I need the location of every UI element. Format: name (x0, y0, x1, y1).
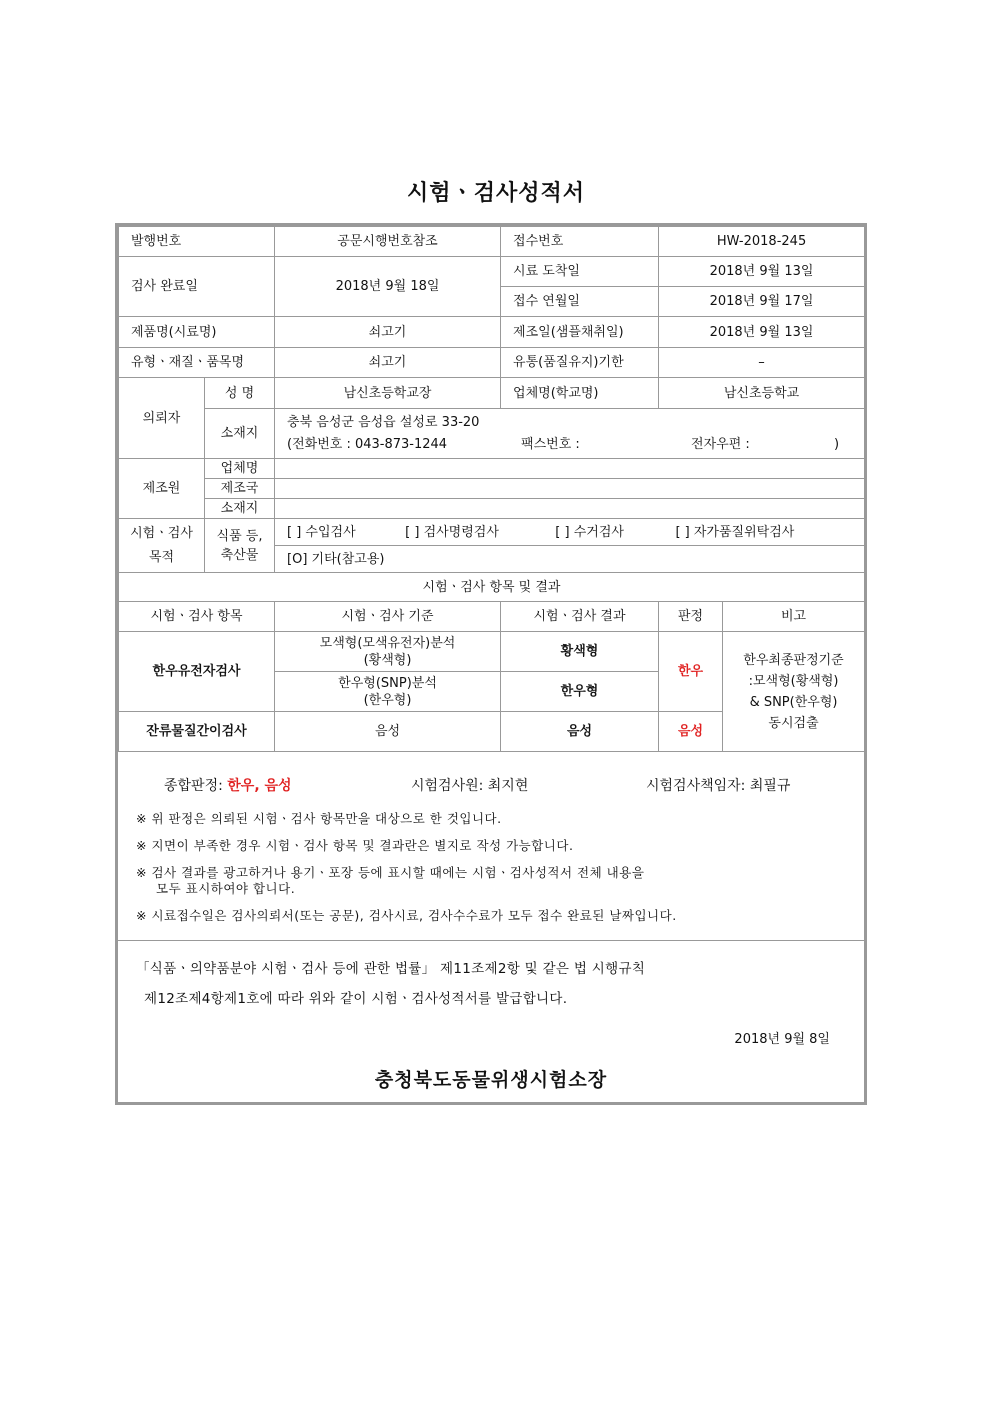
arrival-value: 2018년 9월 13일 (659, 257, 865, 287)
issue-date: 2018년 9월 8일 (734, 1032, 830, 1047)
purpose-sub-label-line2: 축산물 (220, 547, 259, 563)
summary-section (118, 759, 864, 941)
row1-standard-a (275, 632, 501, 672)
client-phone: (전화번호 : 043-873-1244 (287, 437, 448, 452)
row2-judge: 음성 (659, 712, 723, 752)
expiry-value: – (659, 348, 865, 378)
note-3-line1: ※ 검사 결과를 광고하거나 용기ㆍ포장 등에 표시할 때에는 시험ㆍ검사성적서 전체 내용을 (136, 865, 645, 880)
table-row (119, 479, 865, 499)
overall-judgment (164, 775, 292, 795)
purpose-option-other: [O] 기타(참고용) (287, 551, 385, 567)
table-row (119, 499, 865, 519)
results-col-standard: 시험ㆍ검사 기준 (275, 602, 501, 632)
manufacturer-country-label: 제조국 (205, 479, 275, 499)
law-line-1: 「식품ㆍ의약품분야 시험ㆍ검사 등에 관한 법률」 제11조제2항 및 같은 법 시행규칙 (136, 961, 646, 977)
row2-item: 잔류물질간이검사 (119, 712, 275, 752)
note-2: ※ 지면이 부족한 경우 시험ㆍ검사 항목 및 결과란은 별지로 작성 가능합니다. (136, 838, 574, 853)
table-row (119, 602, 865, 632)
row1-result-a: 황색형 (501, 632, 659, 672)
table-row (119, 459, 865, 479)
row1-judge: 한우 (659, 632, 723, 712)
product-label: 제품명(시료명) (119, 317, 275, 348)
client-name-value: 남신초등학교장 (275, 378, 501, 409)
row1-item: 한우유전자검사 (119, 632, 275, 712)
complete-date-label: 검사 완료일 (119, 257, 275, 317)
receipt-date-label: 접수 연월일 (501, 287, 659, 317)
manufacturer-country-value (275, 479, 865, 499)
mfg-date-value: 2018년 9월 13일 (659, 317, 865, 348)
row1-standard-b-line1: 한우형(SNP)분석 (338, 675, 437, 691)
complete-date-value: 2018년 9월 18일 (275, 257, 501, 317)
row1-standard-a-line2: (황색형) (363, 652, 412, 668)
row1-standard-b-line2: (한우형) (363, 692, 412, 708)
note-1: ※ 위 판정은 의뢰된 시험ㆍ검사 항목만을 대상으로 한 것입니다. (136, 811, 502, 826)
client-fax: 팩스번호 : (521, 437, 580, 452)
results-col-judge: 판정 (659, 602, 723, 632)
manufacturer-label: 제조원 (119, 459, 205, 519)
client-address-label: 소재지 (205, 409, 275, 459)
overall-judgment-value: 한우, 음성 (227, 778, 292, 794)
manufacturer-company-value (275, 459, 865, 479)
purpose-option-collect: [ ] 수거검사 (555, 524, 624, 540)
table-row (119, 409, 865, 459)
results-col-result: 시험ㆍ검사 결과 (501, 602, 659, 632)
client-close-paren: ) (834, 437, 840, 452)
results-note-line4: 동시검출 (768, 715, 819, 731)
table-row (119, 227, 865, 257)
manufacturer-company-label: 업체명 (205, 459, 275, 479)
table-row (119, 632, 865, 672)
issue-no-label: 발행번호 (119, 227, 275, 257)
client-address-value: 충북 음성군 음성읍 설성로 33-20 (287, 415, 480, 430)
law-line-2: 제12조제4항제1호에 따라 위와 같이 시험ㆍ검사성적서를 발급합니다. (144, 991, 568, 1007)
product-value: 쇠고기 (275, 317, 501, 348)
results-col-note: 비고 (723, 602, 865, 632)
table-row (119, 317, 865, 348)
results-section-title: 시험ㆍ검사 항목 및 결과 (119, 573, 865, 602)
certificate-table (118, 226, 865, 752)
client-company-value: 남신초등학교 (659, 378, 865, 409)
purpose-options-row1 (275, 519, 865, 546)
type-label: 유형ㆍ재질ㆍ품목명 (119, 348, 275, 378)
issuer-name: 충청북도동물위생시험소장 (374, 1069, 608, 1091)
table-row (119, 348, 865, 378)
row2-result: 음성 (501, 712, 659, 752)
client-address-cell (275, 409, 865, 459)
manufacturer-address-label: 소재지 (205, 499, 275, 519)
note-4: ※ 시료접수일은 검사의뢰서(또는 공문), 검사시료, 검사수수료가 모두 접수 완료된 날짜입니다. (136, 908, 677, 923)
table-row (119, 573, 865, 602)
receipt-no-value: HW-2018-245 (659, 227, 865, 257)
table-row (119, 378, 865, 409)
overall-judgment-label: 종합판정: (164, 778, 223, 794)
purpose-label-line1: 시험ㆍ검사 (130, 525, 193, 541)
purpose-sub-label (205, 519, 275, 573)
expiry-label: 유통(품질유지)기한 (501, 348, 659, 378)
row1-standard-b (275, 672, 501, 712)
purpose-option-import: [ ] 수입검사 (287, 524, 356, 540)
results-note-line2: :모색형(황색형) (748, 673, 839, 689)
client-zip: 전자우편 : (691, 437, 750, 452)
client-contact-line (287, 436, 862, 453)
tester: 시험검사원: 최지현 (411, 778, 529, 794)
results-note (723, 632, 865, 752)
results-col-item: 시험ㆍ검사 항목 (119, 602, 275, 632)
mfg-date-label: 제조일(샘플채취일) (501, 317, 659, 348)
purpose-label (119, 519, 205, 573)
manufacturer-address-value (275, 499, 865, 519)
issuance-section (118, 941, 864, 1102)
client-name-label: 성 명 (205, 378, 275, 409)
note-3-line2: 모두 표시하여야 합니다. (156, 881, 296, 896)
results-note-line3: & SNP(한우형) (749, 694, 838, 710)
row2-standard: 음성 (275, 712, 501, 752)
purpose-option-self: [ ] 자가품질위탁검사 (675, 524, 795, 540)
row1-result-b: 한우형 (501, 672, 659, 712)
client-company-label: 업체명(학교명) (501, 378, 659, 409)
table-row (119, 519, 865, 546)
type-value: 쇠고기 (275, 348, 501, 378)
purpose-option-order: [ ] 검사명령검사 (405, 524, 499, 540)
receipt-date-value: 2018년 9월 17일 (659, 287, 865, 317)
purpose-label-line2: 목적 (148, 549, 175, 565)
results-note-line1: 한우최종판정기준 (743, 652, 844, 668)
test-manager: 시험검사책임자: 최필규 (646, 778, 791, 794)
table-row (119, 257, 865, 287)
purpose-sub-label-line1: 식품 등, (216, 528, 263, 544)
certificate-frame (115, 223, 867, 1105)
arrival-label: 시료 도착일 (501, 257, 659, 287)
receipt-no-label: 접수번호 (501, 227, 659, 257)
row1-standard-a-line1: 모색형(모색유전자)분석 (319, 635, 456, 651)
purpose-options-row2 (275, 546, 865, 573)
issue-no-value: 공문시행번호참조 (275, 227, 501, 257)
client-label: 의뢰자 (119, 378, 205, 459)
document-title: 시험ㆍ검사성적서 (406, 181, 586, 206)
